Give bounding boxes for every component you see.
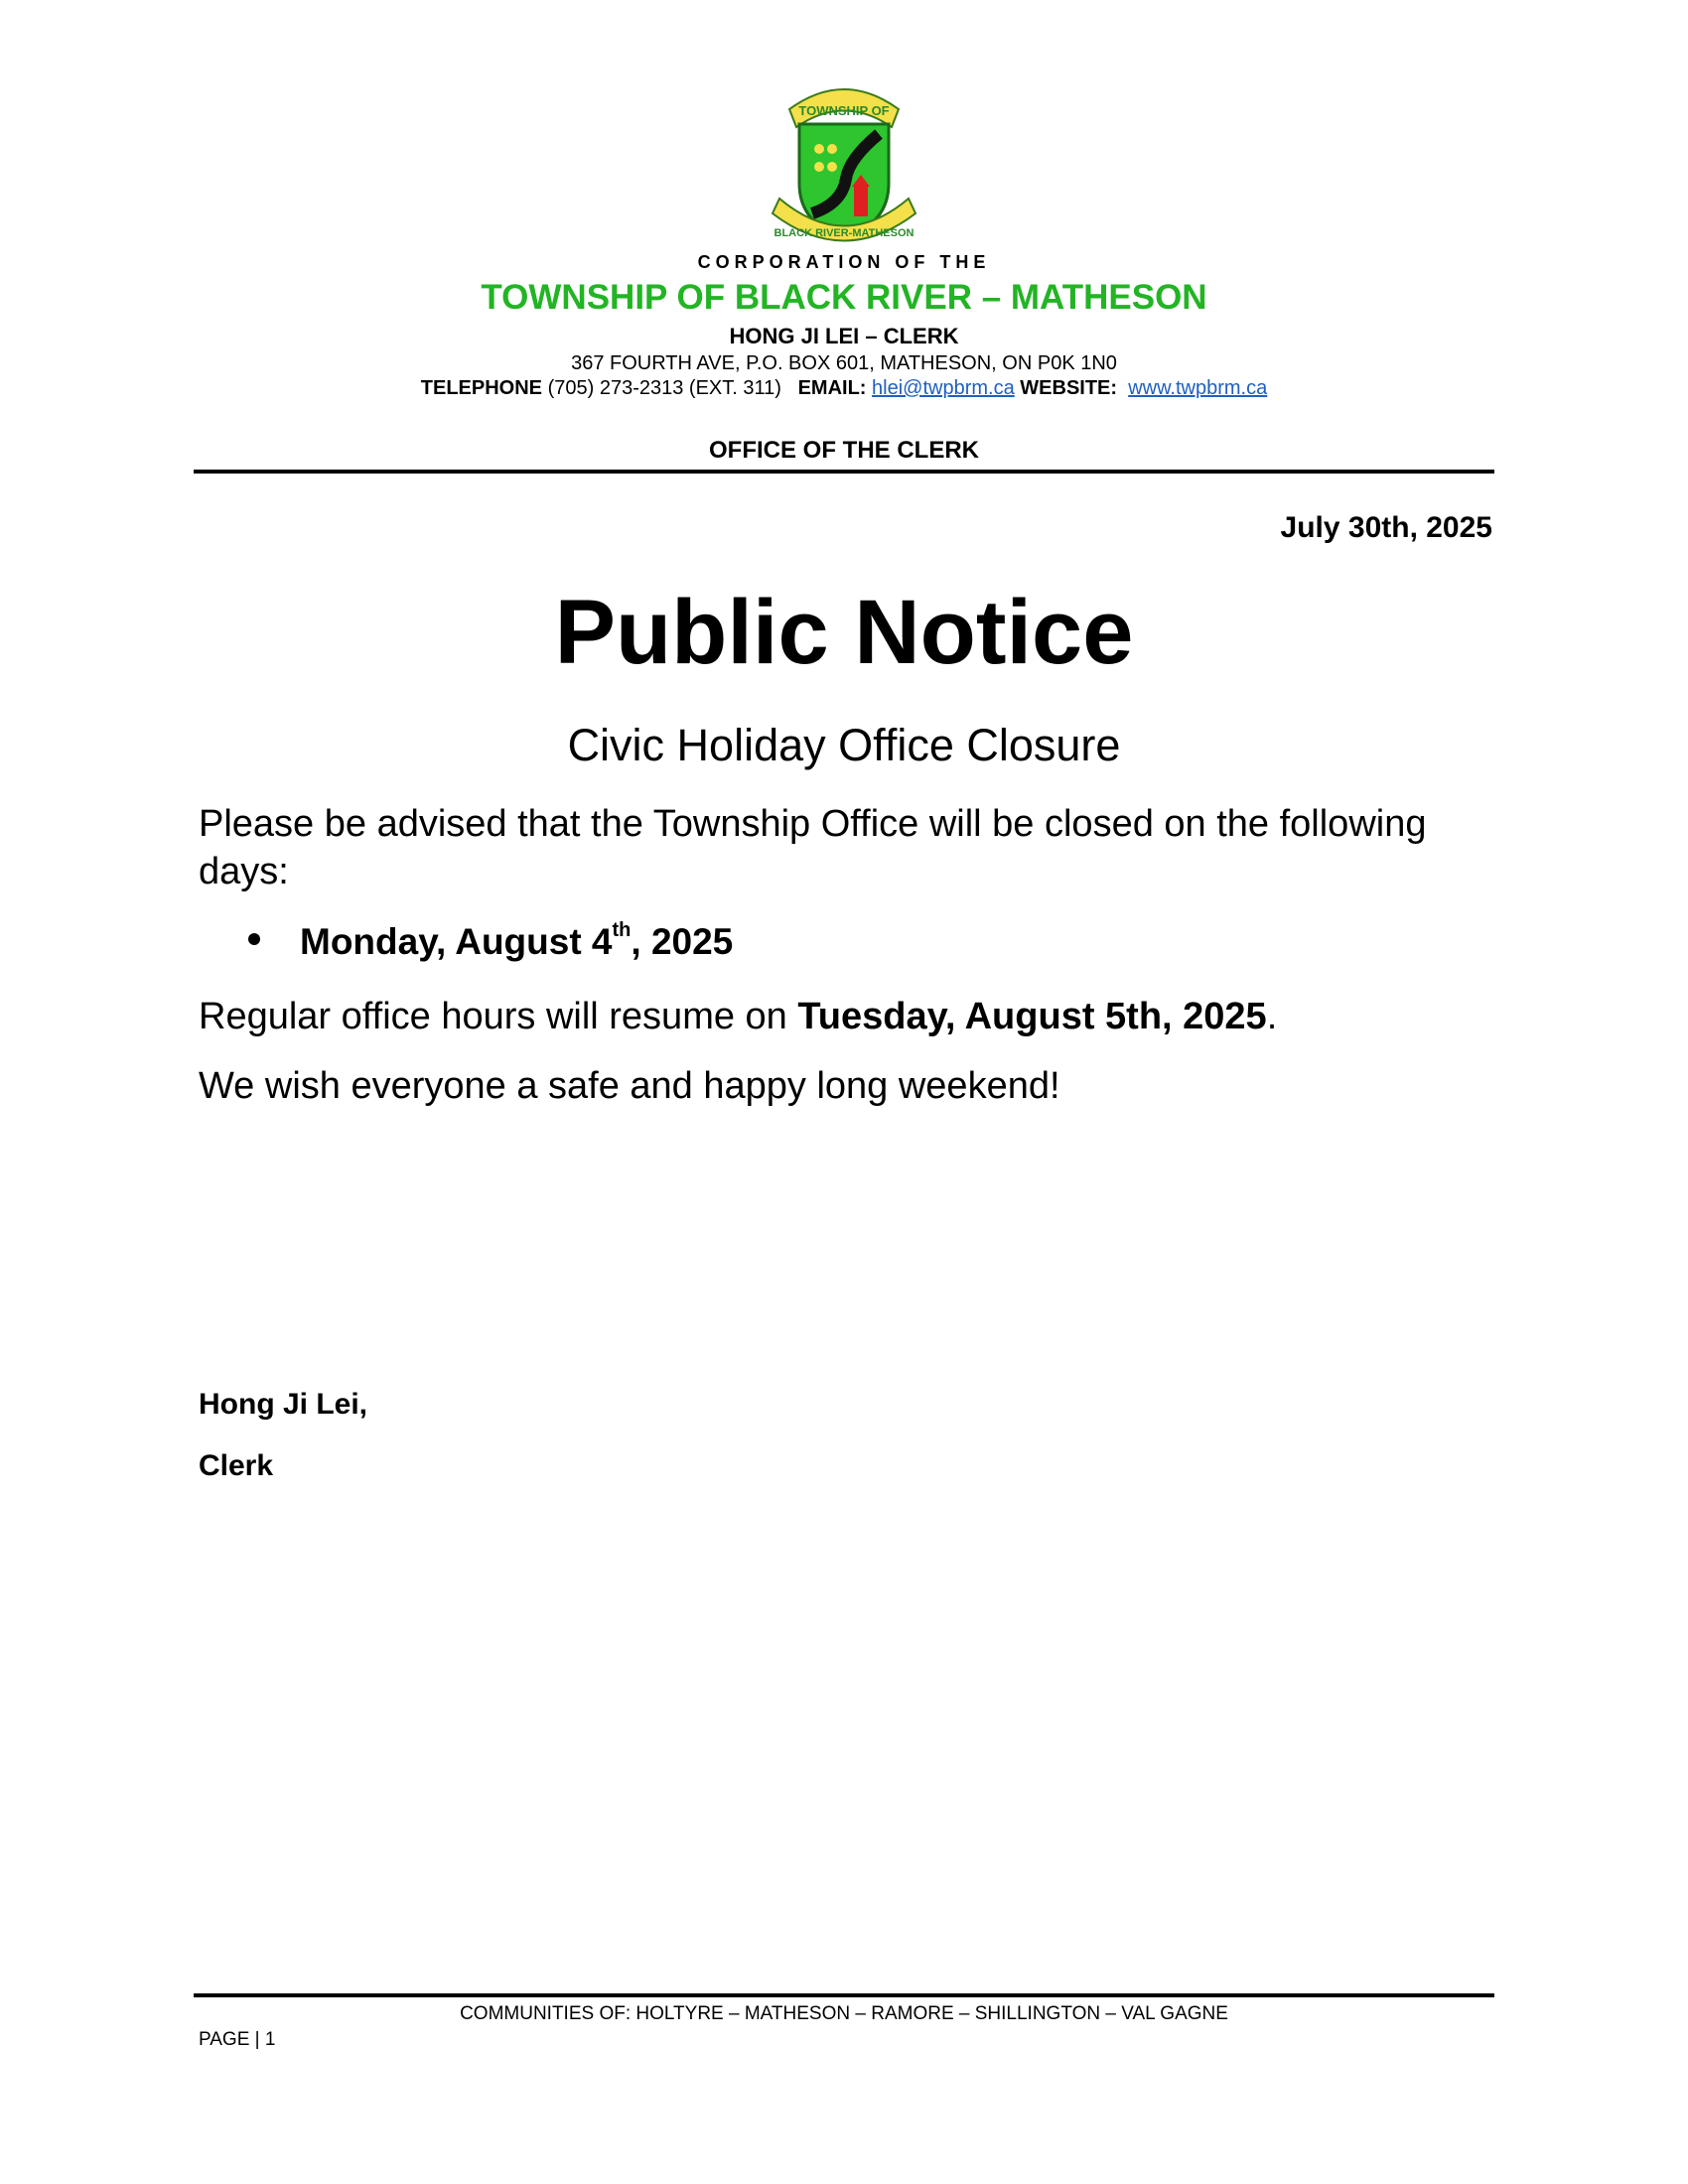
corporation-heading: CORPORATION OF THE [697,252,991,272]
footer-divider [194,1993,1494,1997]
closure-day-suffix: , 2025 [631,921,734,962]
intro-paragraph: Please be advised that the Township Office will be closed on the following days: [199,803,1427,892]
township-crest-logo [755,79,933,248]
resume-prefix: Regular office hours will resume on [199,996,798,1037]
signature-name: Hong Ji Lei, [199,1388,368,1421]
telephone-label: TELEPHONE [420,377,543,399]
resume-paragraph [199,993,1499,1040]
resume-date: Tuesday, August 5th, 2025 [797,996,1267,1037]
website-link[interactable]: www.twpbrm.ca [1128,377,1268,399]
bullet-icon [248,933,260,945]
township-name: TOWNSHIP OF BLACK RIVER – MATHESON [481,278,1207,317]
notice-date: July 30th, 2025 [1280,511,1492,544]
closure-day [300,921,733,963]
clerk-line: HONG JI LEI – CLERK [729,324,959,348]
closure-day-sup: th [612,919,632,941]
svg-text:TOWNSHIP OF: TOWNSHIP OF [798,103,890,118]
resume-suffix: . [1266,996,1278,1037]
contact-line [0,377,1688,400]
email-link[interactable]: hlei@twpbrm.ca [872,377,1015,399]
office-heading: OFFICE OF THE CLERK [709,437,979,464]
page-number: PAGE | 1 [199,2029,276,2050]
communities-footer: COMMUNITIES OF: HOLTYRE – MATHESON – RAMORE – SHILLINGTON – VAL GAGNE [460,2003,1228,2024]
signature-title: Clerk [199,1449,274,1482]
closing-paragraph: We wish everyone a safe and happy long weekend! [199,1065,1060,1107]
email-label: EMAIL: [797,377,867,399]
notice-subtitle: Civic Holiday Office Closure [567,720,1121,770]
address-line: 367 FOURTH AVE, P.O. BOX 601, MATHESON, ON P0K 1N0 [571,352,1117,374]
notice-title: Public Notice [554,582,1134,683]
header-divider [194,470,1494,474]
svg-text:BLACK RIVER-MATHESON: BLACK RIVER-MATHESON [774,227,914,239]
telephone-value: (705) 273-2313 (EXT. 311) [547,377,781,399]
closure-day-prefix: Monday, August 4 [300,921,613,962]
website-label: WEBSITE: [1020,377,1118,399]
